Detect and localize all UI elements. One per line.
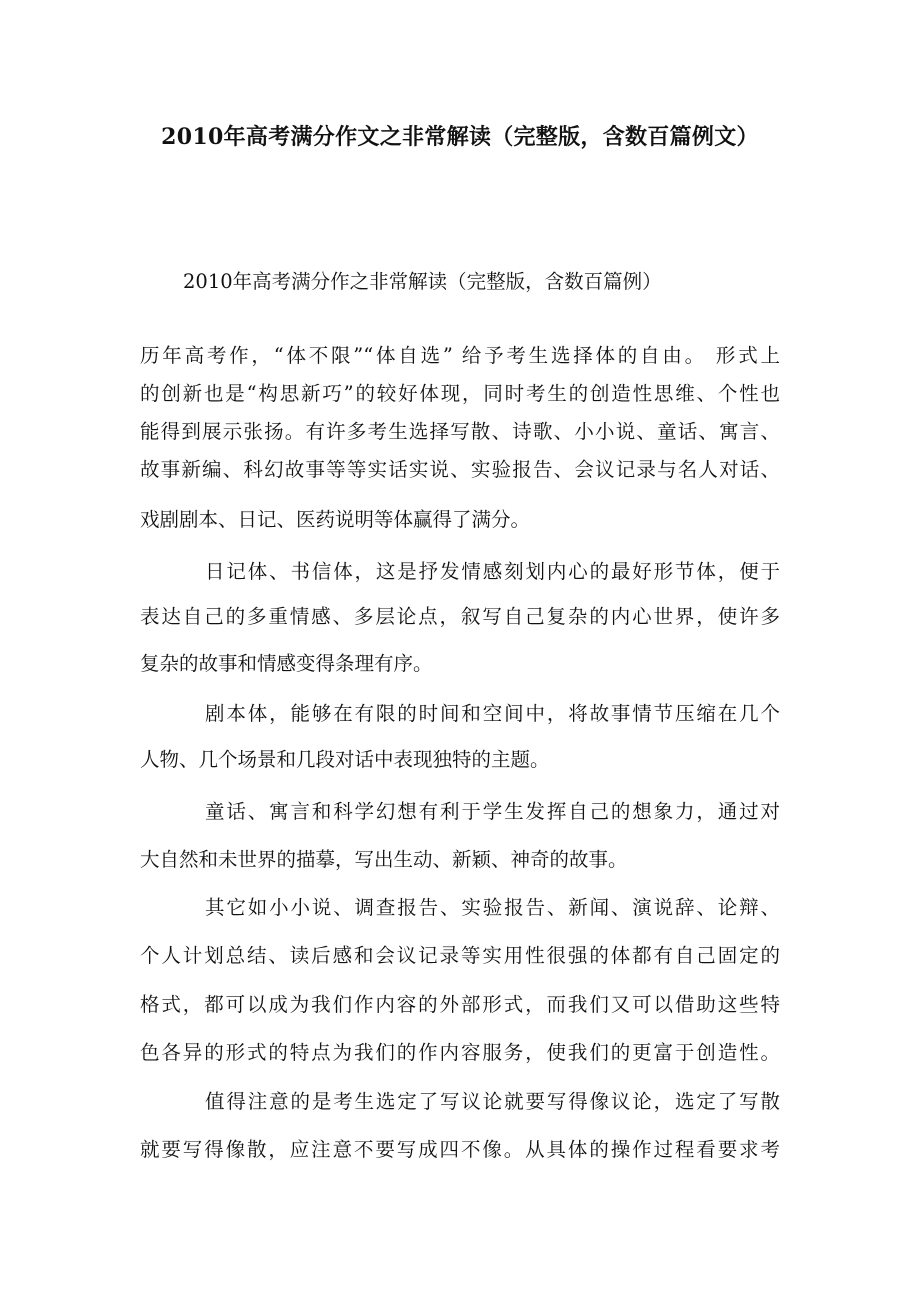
paragraph-line: 人物、几个场景和几段对话中表现独特的主题。 — [140, 748, 550, 771]
paragraph-line: 能得到展示张扬。有许多考生选择写散、诗歌、小小说、童话、寓言、 — [140, 420, 780, 443]
paragraph-line: 其它如小小说、调查报告、实验报告、新闻、演说辞、论辩、 — [205, 896, 780, 919]
paragraph-line: 历年高考作，“体不限”“体自选” 给予考生选择体的自由。 形式上 — [140, 344, 780, 367]
paragraph-line: 戏剧剧本、日记、医药说明等体赢得了满分。 — [140, 508, 531, 531]
paragraph-line: 表达自己的多重情感、多层论点，叙写自己复杂的内心世界，使许多 — [140, 605, 780, 628]
paragraph-line: 就要写得像散，应注意不要写成四不像。从具体的操作过程看要求考 — [140, 1138, 780, 1161]
paragraph-line: 的创新也是“构思新巧”的较好体现，同时考生的创造性思维、个性也 — [140, 382, 780, 405]
paragraph-line: 故事新编、科幻故事等等实话实说、实验报告、会议记录与名人对话、 — [140, 458, 780, 481]
document-title: 2010年高考满分作文之非常解读（完整版，含数百篇例文） — [161, 124, 759, 150]
paragraph-line: 剧本体，能够在有限的时间和空间中，将故事情节压缩在几个 — [205, 702, 780, 725]
paragraph-line: 大自然和未世界的描摹，写出生动、新颖、神奇的故事。 — [140, 848, 628, 871]
paragraph-line: 个人计划总结、读后感和会议记录等实用性很强的体都有自己固定的 — [140, 944, 780, 967]
paragraph-line: 复杂的故事和情感变得条理有序。 — [140, 652, 433, 675]
paragraph-line: 值得注意的是考生选定了写议论就要写得像议论，选定了写散 — [205, 1090, 780, 1113]
paragraph-line: 童话、寓言和科学幻想有利于学生发挥自己的想象力，通过对 — [205, 800, 780, 823]
paragraph-line: 色各异的形式的特点为我们的作内容服务，使我们的更富于创造性。 — [140, 1041, 780, 1064]
paragraph-line: 格式，都可以成为我们作内容的外部形式，而我们又可以借助这些特 — [140, 993, 780, 1016]
paragraph-line: 日记体、书信体，这是抒发情感刻划内心的最好形节体，便于 — [205, 560, 780, 583]
document-subtitle: 2010年高考满分作之非常解读（完整版，含数百篇例） — [183, 270, 662, 293]
